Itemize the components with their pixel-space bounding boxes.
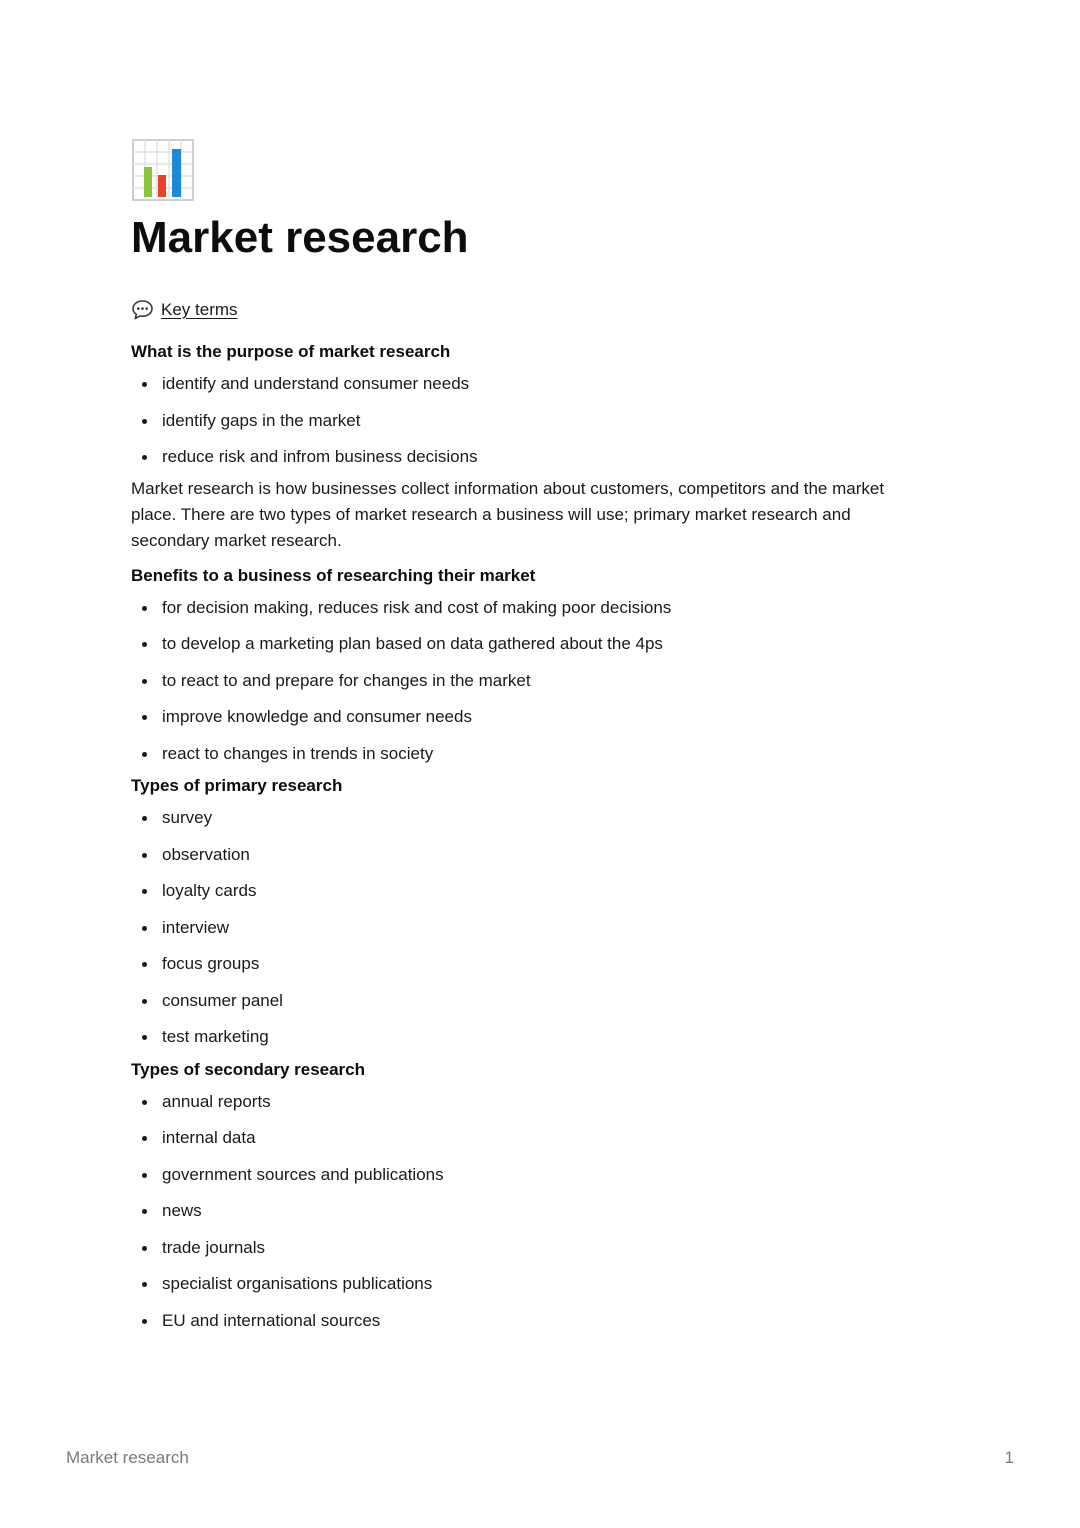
- bullet-icon: [142, 752, 147, 757]
- bullet-icon: [142, 1136, 147, 1141]
- purpose-heading: What is the purpose of market research: [131, 342, 451, 361]
- speech-bubble-icon: [131, 299, 154, 321]
- secondary-list: [131, 1084, 931, 1340]
- page-content: [131, 296, 931, 1339]
- list-item: identify and understand consumer needs: [131, 366, 931, 403]
- list-item: consumer panel: [131, 983, 931, 1020]
- primary-list: [131, 800, 931, 1056]
- footer-title: Market research: [66, 1448, 189, 1467]
- bullet-icon: [142, 606, 147, 611]
- list-item: observation: [131, 837, 931, 874]
- bullet-icon: [142, 962, 147, 967]
- bullet-icon: [142, 926, 147, 931]
- bullet-icon: [142, 853, 147, 858]
- bullet-icon: [142, 715, 147, 720]
- list-item: government sources and publications: [131, 1157, 931, 1194]
- list-item: react to changes in trends in society: [131, 736, 931, 773]
- list-item: internal data: [131, 1120, 931, 1157]
- page-number: 1: [1004, 1448, 1014, 1467]
- secondary-heading: Types of secondary research: [131, 1059, 366, 1079]
- list-item: reduce risk and infrom business decisions: [131, 439, 931, 476]
- list-item: specialist organisations publications: [131, 1266, 931, 1303]
- list-item: to react to and prepare for changes in the market: [131, 663, 931, 700]
- list-item: focus groups: [131, 946, 931, 983]
- bullet-icon: [142, 1209, 147, 1214]
- bullet-icon: [142, 1173, 147, 1178]
- bullet-icon: [142, 419, 147, 424]
- bar-chart-icon: [132, 139, 194, 201]
- bullet-icon: [142, 999, 147, 1004]
- key-terms-link-row[interactable]: [131, 296, 931, 324]
- purpose-list: [131, 366, 931, 476]
- bullet-icon: [142, 1035, 147, 1040]
- list-item: survey: [131, 800, 931, 837]
- bullet-icon: [142, 642, 147, 647]
- bullet-icon: [142, 1246, 147, 1251]
- list-item: annual reports: [131, 1084, 931, 1121]
- list-item: improve knowledge and consumer needs: [131, 699, 931, 736]
- list-item: for decision making, reduces risk and cost of making poor decisions: [131, 590, 931, 627]
- list-item: EU and international sources: [131, 1303, 931, 1340]
- bullet-icon: [142, 1100, 147, 1105]
- bullet-icon: [142, 889, 147, 894]
- bullet-icon: [142, 382, 147, 387]
- list-item: interview: [131, 910, 931, 947]
- bullet-icon: [142, 816, 147, 821]
- list-item: to develop a marketing plan based on data gathered about the 4ps: [131, 626, 931, 663]
- benefits-list: [131, 590, 931, 773]
- intro-paragraph: Market research is how businesses collect information about customers, competitors and the market place. There are two types of market research a business will use; primary market research and secondary market research.: [131, 478, 885, 550]
- list-item: identify gaps in the market: [131, 403, 931, 440]
- list-item: news: [131, 1193, 931, 1230]
- bullet-icon: [142, 1282, 147, 1287]
- list-item: test marketing: [131, 1019, 931, 1056]
- list-item: loyalty cards: [131, 873, 931, 910]
- key-terms-link[interactable]: Key terms: [161, 300, 238, 319]
- bullet-icon: [142, 1319, 147, 1324]
- page-title: Market research: [131, 213, 469, 262]
- bullet-icon: [142, 455, 147, 460]
- list-item: trade journals: [131, 1230, 931, 1267]
- primary-heading: Types of primary research: [131, 776, 343, 795]
- benefits-heading: Benefits to a business of researching their market: [131, 565, 536, 585]
- bullet-icon: [142, 679, 147, 684]
